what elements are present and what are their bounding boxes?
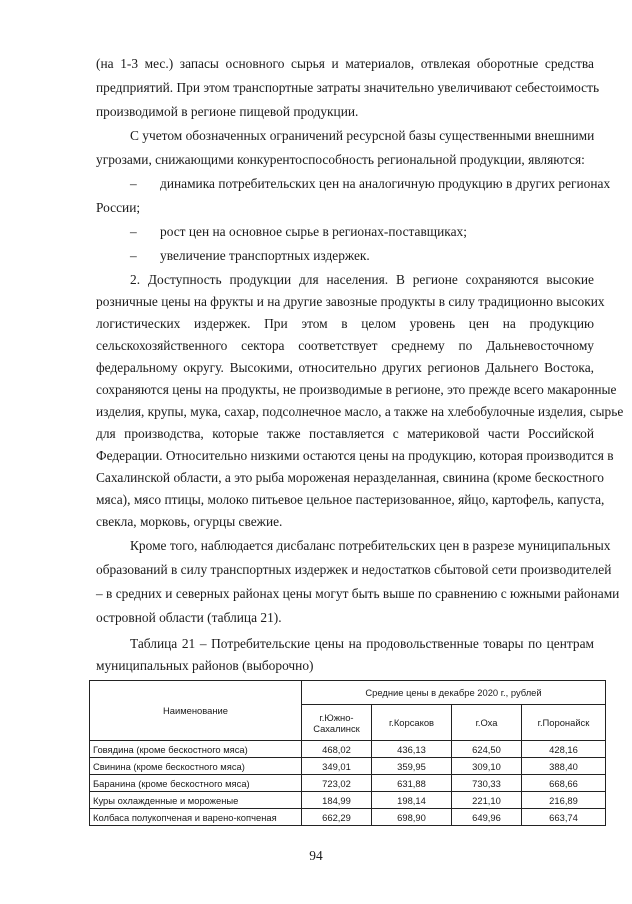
text-line: (на 1-3 мес.) запасы основного сырья и материалов, отвлекая оборотные средства	[96, 56, 594, 71]
price-cell: 349,01	[302, 758, 372, 775]
page-number: 94	[309, 848, 323, 863]
row-name: Колбаса полукопченая и варено-копченая	[90, 809, 302, 826]
price-cell: 184,99	[302, 792, 372, 809]
list-item-text: увеличение транспортных издержек.	[160, 248, 370, 263]
list-dash: –	[130, 248, 137, 263]
text-line: изделия, крупы, мука, сахар, подсолнечное масло, а также на хлебобулочные изделия, сырье	[96, 404, 624, 419]
row-name: Баранина (кроме бескостного мяса)	[90, 775, 302, 792]
table-row	[90, 809, 606, 826]
price-cell: 662,29	[302, 809, 372, 826]
column-header: г.Южно-Сахалинск	[302, 705, 372, 741]
table-caption: муниципальных районов (выборочно)	[96, 658, 314, 673]
price-cell: 698,90	[372, 809, 452, 826]
column-header: г.Оха	[452, 705, 522, 741]
list-item-text: рост цен на основное сырье в регионах-поставщиках;	[160, 224, 467, 239]
list-dash: –	[130, 224, 137, 239]
text-line: России;	[96, 200, 141, 215]
text-line: логистических издержек. При этом в целом уровень цен на продукцию	[96, 316, 594, 331]
text-line: С учетом обозначенных ограничений ресурсной базы существенными внешними	[130, 128, 595, 143]
text-line: для производства, которые также поставляется с материковой части Российской	[96, 426, 594, 441]
text-line: – в средних и северных районах цены могут быть выше по сравнению с южными районами	[96, 586, 620, 601]
table-caption: Таблица 21 – Потребительские цены на продовольственные товары по центрам	[130, 636, 594, 651]
column-header: г.Поронайск	[522, 705, 606, 741]
price-cell: 468,02	[302, 741, 372, 758]
header-name: Наименование	[90, 681, 302, 741]
text-line: производимой в регионе пищевой продукции.	[96, 104, 359, 119]
header-group: Средние цены в декабре 2020 г., рублей	[302, 681, 606, 705]
price-cell: 649,96	[452, 809, 522, 826]
price-cell: 668,66	[522, 775, 606, 792]
price-cell: 221,10	[452, 792, 522, 809]
table-row	[90, 792, 606, 809]
price-cell: 624,50	[452, 741, 522, 758]
table-row	[90, 758, 606, 775]
table-row	[90, 775, 606, 792]
price-cell: 388,40	[522, 758, 606, 775]
text-line: свекла, морковь, огурцы свежие.	[96, 514, 283, 529]
text-line: предприятий. При этом транспортные затраты значительно увеличивают себестоимость	[96, 80, 600, 95]
price-cell: 436,13	[372, 741, 452, 758]
text-line: образований в силу транспортных издержек и недостатков сбытовой сети производителей	[96, 562, 612, 577]
text-line: Федерации. Относительно низкими остаются цены на продукцию, которая производится в	[96, 448, 614, 463]
text-line: мяса), мясо птицы, молоко питьевое цельное пастеризованное, яйцо, картофель, капуста,	[96, 492, 605, 507]
price-cell: 309,10	[452, 758, 522, 775]
price-cell: 198,14	[372, 792, 452, 809]
column-header: г.Корсаков	[372, 705, 452, 741]
list-dash: –	[130, 176, 137, 191]
text-line: угрозами, снижающими конкурентоспособность региональной продукции, являются:	[96, 152, 585, 167]
price-cell: 730,33	[452, 775, 522, 792]
text-line: розничные цены на фрукты и на другие завозные продукты в силу традиционно высоких	[96, 294, 605, 309]
row-name: Куры охлажденные и мороженые	[90, 792, 302, 809]
price-cell: 631,88	[372, 775, 452, 792]
price-cell: 216,89	[522, 792, 606, 809]
price-cell: 723,02	[302, 775, 372, 792]
text-line: сельскохозяйственного сектора соответствует среднему по Дальневосточному	[96, 338, 594, 353]
prices-table	[89, 680, 606, 826]
row-name: Говядина (кроме бескостного мяса)	[90, 741, 302, 758]
price-cell: 428,16	[522, 741, 606, 758]
list-item-text: динамика потребительских цен на аналогичную продукцию в других регионах	[160, 176, 611, 191]
text-line: сохраняются цены на продукты, не производимые в регионе, это прежде всего макаронные	[96, 382, 617, 397]
price-cell: 359,95	[372, 758, 452, 775]
table-row	[90, 741, 606, 758]
row-name: Свинина (кроме бескостного мяса)	[90, 758, 302, 775]
text-line: 2. Доступность продукции для населения. В регионе сохраняются высокие	[130, 272, 594, 287]
text-line: Сахалинской области, а это рыба мороженая неразделанная, свинина (кроме бескостного	[96, 470, 604, 485]
price-cell: 663,74	[522, 809, 606, 826]
text-line: Кроме того, наблюдается дисбаланс потребительских цен в разрезе муниципальных	[130, 538, 611, 553]
text-line: островной области (таблица 21).	[96, 610, 282, 625]
text-line: федеральному округу. Высокими, относительно других регионов Дальнего Востока,	[96, 360, 594, 375]
